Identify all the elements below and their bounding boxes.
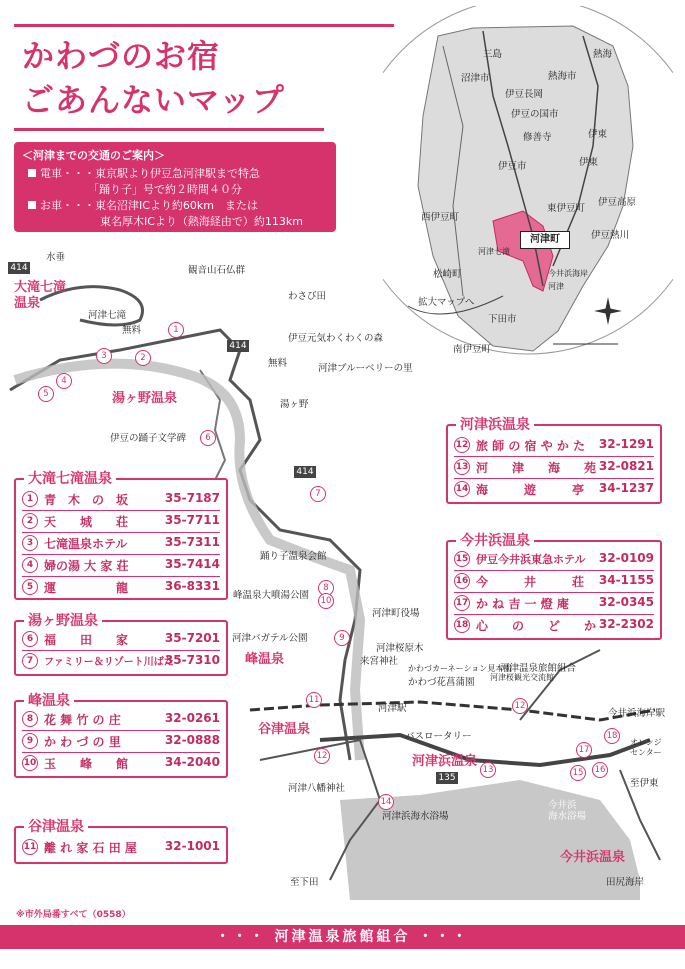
hotel-pin[interactable]: 3	[96, 348, 112, 364]
hotel-row[interactable]	[454, 548, 654, 571]
hotel-name: 海 遊 亭	[476, 483, 585, 497]
onsen-yazu-label: 谷津温泉	[258, 722, 311, 737]
inset-town: 下田市	[488, 314, 517, 325]
inset-town: 西伊豆町	[421, 212, 460, 223]
place-label: 踊り子温泉会館	[260, 551, 327, 562]
section-title: 谷津温泉	[24, 816, 88, 836]
hotel-name: 福 田 家	[44, 633, 129, 647]
hotel-number: 10	[22, 755, 38, 771]
hotel-phone: 34-2040	[164, 755, 220, 769]
inset-town: 伊豆市	[498, 161, 527, 172]
place-label: 伊豆の踊子文学碑	[110, 433, 187, 444]
hotel-number: 5	[22, 579, 38, 595]
hotel-pin[interactable]: 12	[314, 748, 330, 764]
hotel-number: 2	[22, 513, 38, 529]
hotel-pin[interactable]: 9	[334, 630, 350, 646]
hotel-phone: 34-1155	[598, 573, 654, 587]
route-414-sign: 414	[8, 262, 30, 274]
hotel-name: 玉 峰 館	[44, 757, 129, 771]
inset-town: 南伊豆町	[453, 344, 492, 355]
hotel-row[interactable]	[22, 576, 220, 598]
hotel-number: 9	[22, 733, 38, 749]
onsen-yugano-label: 湯ヶ野温泉	[112, 391, 178, 406]
hotel-phone: 32-1001	[164, 839, 220, 853]
area-code-note: ※市外局番すべて（0558）	[16, 910, 131, 920]
hotel-phone: 35-7201	[164, 631, 220, 645]
place-label: わさび田	[288, 291, 327, 302]
hotel-number: 17	[454, 595, 470, 611]
inset-town: 河津七滝	[478, 247, 510, 256]
hotel-number: 18	[454, 617, 470, 633]
hotel-name: 青 木 の 坂	[44, 493, 129, 507]
access-train-line2: 「踊り子」号で約２時間４０分	[88, 183, 242, 196]
hotel-phone: 32-0109	[598, 551, 654, 565]
hotel-name: 伊豆今井浜東急ホテル	[476, 553, 586, 566]
hotel-pin[interactable]: 2	[135, 350, 151, 366]
place-label: 今井浜 海水浴場	[548, 800, 587, 822]
place-label: 水垂	[46, 252, 66, 263]
access-info-box	[14, 142, 336, 232]
place-label: 無料	[268, 358, 288, 369]
place-label: かわづカーネーション見本園	[408, 664, 512, 673]
access-car	[28, 198, 258, 214]
hotel-pin[interactable]: 12	[512, 698, 528, 714]
access-train	[28, 166, 260, 182]
route-414-sign: 414	[227, 340, 249, 352]
hotel-row[interactable]	[454, 456, 654, 479]
hotel-pin[interactable]: 5	[38, 386, 54, 402]
inset-link-label[interactable]: 拡大マップへ	[418, 297, 475, 308]
section-title: 今井浜温泉	[456, 530, 534, 550]
hotel-pin[interactable]: 13	[480, 762, 496, 778]
hotel-pin[interactable]: 17	[576, 742, 592, 758]
hotel-number: 14	[454, 481, 470, 497]
inset-town: 沼津市	[461, 73, 490, 84]
hotel-name: 花 舞 竹 の 庄	[44, 713, 121, 727]
hotel-name: 旅 師 の 宿 や か た	[476, 439, 586, 453]
hotel-pin[interactable]: 18	[604, 728, 620, 744]
place-label: 来宮神社	[360, 656, 399, 667]
inset-town: 修善寺	[523, 132, 552, 143]
bullet-icon	[28, 201, 36, 209]
place-label: 湯ヶ野	[280, 399, 309, 410]
hotel-number: 15	[454, 551, 470, 567]
hotel-pin[interactable]: 16	[592, 762, 608, 778]
section-title: 大滝七滝温泉	[24, 468, 116, 488]
place-label: 河津浜海水浴場	[382, 811, 449, 822]
hotel-phone: 32-0821	[598, 459, 654, 473]
hotel-name: 天 城 荘	[44, 515, 129, 529]
place-label: 至伊東	[630, 778, 659, 789]
inset-town: 熱海	[593, 49, 613, 60]
footer-banner: ・・・ 河津温泉旅館組合 ・・・	[0, 925, 685, 949]
place-label: 河津町役場	[372, 608, 420, 619]
hotel-pin[interactable]: 14	[378, 794, 394, 810]
inset-town: 伊東	[579, 157, 599, 168]
inset-town: 伊豆長岡	[505, 89, 544, 100]
hotel-phone: 32-1291	[598, 437, 654, 451]
place-label: 河津七滝	[88, 310, 127, 321]
place-label: 河津桜観光交流館	[490, 673, 554, 682]
place-label: 河津温泉旅館組合	[500, 663, 577, 674]
hotel-phone: 35-7310	[164, 653, 220, 667]
route-135-sign: 135	[436, 772, 458, 784]
hotel-number: 6	[22, 631, 38, 647]
inset-town: 松崎町	[433, 269, 462, 280]
hotel-row[interactable]	[454, 592, 654, 615]
inset-town: 伊豆高原	[598, 197, 637, 208]
hotel-row[interactable]	[22, 510, 220, 533]
hotel-pin[interactable]: 15	[570, 765, 586, 781]
place-label: 河津バガテル公園	[232, 633, 308, 644]
onsen-ohtaki-label: 大滝七滝 温泉	[14, 280, 67, 311]
inset-town: 伊豆熱川	[591, 230, 630, 241]
hotel-name: 離 れ 家 石 田 屋	[44, 841, 137, 855]
section-ohtaki	[14, 471, 228, 600]
hotel-number: 7	[22, 653, 38, 669]
hotel-phone: 35-7311	[164, 535, 220, 549]
place-label: 無料	[122, 325, 142, 336]
hotel-name: か ね 吉 一 燈 庵	[476, 597, 569, 611]
section-title: 湯ヶ野温泉	[24, 610, 102, 630]
hotel-row[interactable]	[22, 730, 220, 753]
route-414-sign: 414	[294, 466, 316, 478]
hotel-row[interactable]	[454, 614, 654, 636]
hotel-row[interactable]	[22, 836, 220, 858]
hotel-number: 8	[22, 711, 38, 727]
place-label: 至下田	[290, 877, 319, 888]
place-label: 河津八幡神社	[288, 783, 346, 794]
hotel-row[interactable]	[22, 708, 220, 731]
hotel-row[interactable]	[22, 532, 220, 555]
hotel-row[interactable]	[454, 478, 654, 500]
hotel-pin[interactable]: 7	[310, 486, 326, 502]
inset-town: 熱海市	[548, 71, 577, 82]
hotel-number: 12	[454, 437, 470, 453]
section-mine	[14, 693, 228, 778]
onsen-imaihama-label: 今井浜温泉	[560, 850, 626, 865]
inset-town: 東伊豆町	[547, 203, 586, 214]
place-label: 峰温泉大噴湯公園	[233, 590, 310, 601]
hotel-row[interactable]	[22, 752, 220, 774]
onsen-kawazuhama-label: 河津浜温泉	[412, 754, 478, 769]
inset-kawazu-label: 河津町	[520, 231, 570, 249]
hotel-pin[interactable]: 8	[318, 580, 334, 596]
hotel-phone: 35-7414	[164, 557, 220, 571]
hotel-number: 16	[454, 573, 470, 589]
hotel-phone: 32-0345	[598, 595, 654, 609]
hotel-phone: 34-1237	[598, 481, 654, 495]
place-label: 田尻海岸	[606, 877, 645, 888]
place-label: オレンジ センター	[630, 738, 662, 757]
inset-town: 伊豆の国市	[511, 109, 559, 120]
hotel-name: か わ づ の 里	[44, 735, 121, 749]
hotel-name: 心 の ど か	[476, 619, 597, 633]
title-line-1: かわづのお宿	[22, 37, 221, 75]
place-label: 河津ブルーベリーの里	[318, 363, 413, 374]
place-label: かわづ花菖蒲園	[408, 677, 475, 688]
access-heading: ＜河津までの交通のご案内＞	[22, 149, 165, 162]
place-label: 観音山石仏群	[188, 265, 246, 276]
hotel-phone: 35-7187	[164, 491, 220, 505]
section-title: 峰温泉	[24, 690, 74, 710]
hotel-pin[interactable]: 1	[168, 322, 184, 338]
place-label: 今井浜海岸駅	[608, 708, 666, 719]
hotel-name: 七滝温泉ホテル	[44, 537, 128, 551]
hotel-name: 今 井 荘	[476, 575, 585, 589]
inset-town: 三島	[483, 49, 503, 60]
hotel-phone: 32-0261	[164, 711, 220, 725]
hotel-name: 運 龍	[44, 581, 129, 595]
hotel-number: 13	[454, 459, 470, 475]
inset-town: 今井浜海岸	[548, 269, 588, 278]
inset-town: 河津	[548, 282, 564, 291]
hotel-name: 河 津 海 苑	[476, 461, 597, 475]
title-line-2: ごあんないマップ	[22, 81, 285, 119]
hotel-number: 4	[22, 557, 38, 573]
hotel-row[interactable]	[22, 488, 220, 511]
hotel-pin[interactable]: 4	[56, 373, 72, 389]
access-car-line2: 東名厚木ICより（熱海経由で）約113km	[100, 215, 304, 228]
title-rule	[14, 128, 324, 131]
hotel-pin[interactable]: 11	[306, 692, 322, 708]
hotel-number: 1	[22, 491, 38, 507]
place-label: 伊豆元気わくわくの森	[288, 333, 384, 344]
onsen-mine-label: 峰温泉	[245, 652, 285, 667]
hotel-row[interactable]	[22, 554, 220, 577]
hotel-phone: 32-2302	[598, 617, 654, 631]
section-imaihama	[446, 533, 662, 640]
place-label: バスロータリー	[405, 731, 472, 742]
hotel-row[interactable]	[22, 650, 220, 672]
place-label: 河津駅	[378, 703, 407, 714]
section-title: 河津浜温泉	[456, 414, 534, 434]
hotel-phone: 32-0888	[164, 733, 220, 747]
section-yazu	[14, 819, 228, 864]
section-yugano	[14, 613, 228, 676]
bullet-icon	[28, 169, 36, 177]
place-label: 河津桜原木	[376, 643, 424, 654]
hotel-pin[interactable]: 10	[318, 593, 334, 609]
hotel-phone: 36-8331	[164, 579, 220, 593]
hotel-name: 婦の湯 大 家 荘	[44, 559, 129, 573]
hotel-phone: 35-7711	[164, 513, 220, 527]
access-car-line1: お車・・・東名沼津ICより約60km または	[40, 199, 259, 212]
title-rule	[14, 24, 394, 27]
hotel-row[interactable]	[454, 434, 654, 457]
hotel-pin[interactable]: 6	[200, 430, 216, 446]
hotel-number: 3	[22, 535, 38, 551]
hotel-row[interactable]	[22, 628, 220, 651]
hotel-number: 11	[22, 839, 38, 855]
inset-town: 伊東	[588, 129, 608, 140]
section-kawazuhama	[446, 417, 662, 504]
hotel-name: ファミリー＆リゾート川ばた	[44, 657, 174, 668]
hotel-row[interactable]	[454, 570, 654, 593]
access-train-line1: 電車・・・東京駅より伊豆急河津駅まで特急	[40, 167, 260, 180]
